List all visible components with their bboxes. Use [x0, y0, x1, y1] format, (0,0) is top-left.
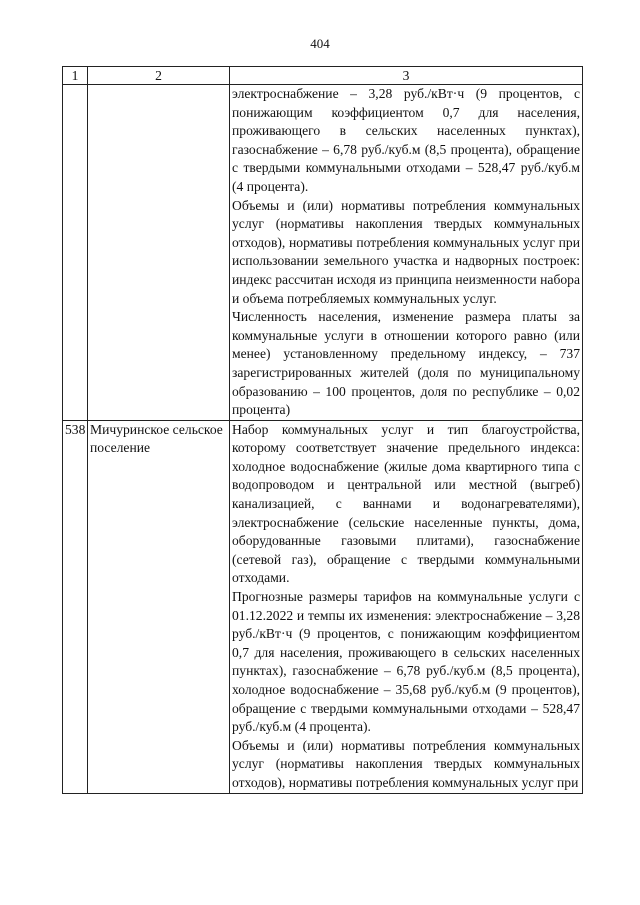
page-number: 404 — [310, 36, 330, 51]
description-paragraph: Прогнозные размеры тарифов на коммунальные услуги с 01.12.2022 и темпы их изменения: электроснабжение – 3,28 руб./кВт·ч (9 процентов, с понижающим коэффициентом 0,7 для населения, проживающего в сельских населенных пунктах), газоснабжение – 6,78 руб./куб.м (8,5 процента), холодное водоснабжение – 35,68 руб./куб.м (9 процентов), обращение с твердыми коммунальными отходами – 528,47 руб./куб.м (4 процента). — [232, 589, 580, 735]
description-paragraph: электроснабжение – 3,28 руб./кВт·ч (9 процентов, с понижающим коэффициентом 0,7 для населения, проживающего в сельских населенных пунктах), газоснабжение – 6,78 руб./куб.м (8,5 процента), обращение с твердыми коммунальными отходами – 528,47 руб./куб.м (4 процента). — [232, 86, 580, 194]
table-row — [63, 85, 583, 421]
description-paragraph: Численность населения, изменение размера платы за коммунальные услуги в отношении которого равно (или менее) установленному предельному индексу, – 737 зарегистрированных жителей (доля по муниципальному образованию – 100 процентов, доля по республике – 0,02 процента) — [232, 309, 580, 418]
table-header-row — [63, 67, 583, 85]
description-paragraph: Объемы и (или) нормативы потребления коммунальных услуг (нормативы накопления твердых коммунальных отходов), нормативы потребления коммунальных услуг при использовании земельного участка и надворных построек: индекс рассчитан исходя из принципа неизменности набора и объема потребляемых коммунальных услуг. — [232, 197, 580, 306]
municipality-name — [88, 85, 230, 421]
row-number: 538 — [63, 420, 88, 793]
table-row — [63, 420, 583, 793]
description-paragraph: Объемы и (или) нормативы потребления коммунальных услуг (нормативы накопления твердых коммунальных отходов), нормативы потребления коммунальных услуг при — [232, 737, 580, 790]
tariff-table — [62, 66, 583, 794]
column-header-3: 3 — [230, 67, 583, 85]
column-header-2: 2 — [88, 67, 230, 85]
row-description — [230, 420, 583, 793]
description-paragraph: Набор коммунальных услуг и тип благоустройства, которому соответствует значение предельного индекса: холодное водоснабжение (жилые дома квартирного типа с водопроводом и центральной или местной (выгреб) канализацией, с ваннами и водонагревателями), электроснабжение (сельские населенные пункты, дома, оборудованные газовыми плитами), газоснабжение (сетевой газ), обращение с твердыми коммунальными отходами. — [232, 421, 580, 586]
row-number — [63, 85, 88, 421]
row-description — [230, 85, 583, 421]
column-header-1: 1 — [63, 67, 88, 85]
municipality-name: Мичуринское сельское поселение — [88, 420, 230, 793]
